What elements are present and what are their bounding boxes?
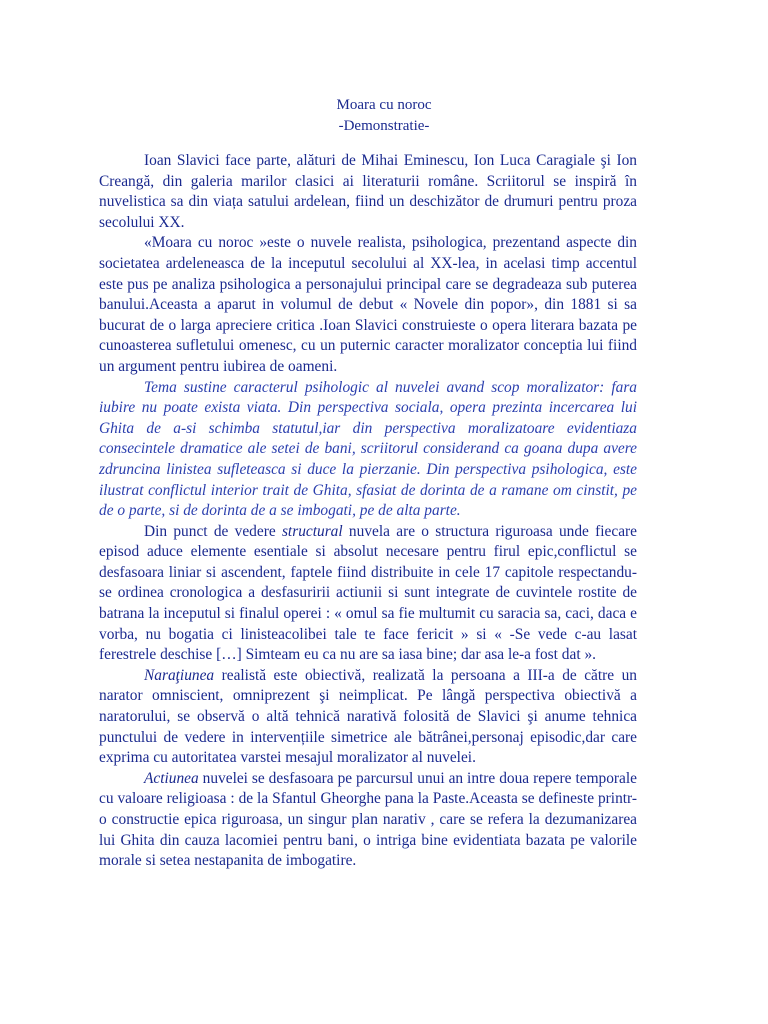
document-body — [99, 151, 637, 872]
paragraph-structure-pre: Din punct de vedere — [144, 522, 282, 540]
paragraph-narration — [99, 666, 637, 769]
paragraph-narration-emphasis: Naraţiunea — [144, 666, 215, 684]
document-subtitle: -Demonstratie- — [338, 118, 430, 134]
paragraph-intro: Ioan Slavici face parte, alături de Mihai Eminescu, Ion Luca Caragiale şi Ion Creangă, din galeria marilor clasici ai literaturii române. Scriitorul se inspiră în nuvelistica sa din viața satului ardelean, fiind un deschizător de drumuri pentru proza secolului XX. — [99, 152, 637, 231]
title-block — [0, 95, 768, 137]
paragraph-theme: Tema sustine caracterul psihologic al nuvelei avand scop moralizator: fara iubire nu poate exista viata. Din perspectiva sociala, opera prezinta incercarea lui Ghita de a-si schimba statutul,iar din perspectiva moralizatoare evidentiaza consecintele dramatice ale setei de bani, scriitorul considerand ca goana dupa avere zdruncina linistea sufleteasca si duce la pierzanie. Din perspectiva psihologica, este ilustrat conflictul interior trait de Ghita, sfasiat de dorinta de a ramane om cinstit, pe de o parte, si de dorinta de a se imbogati, pe de alta parte. — [99, 378, 637, 520]
paragraph-structure-post: nuvela are o structura riguroasa unde fiecare episod aduce elemente esentiale si absolut necesare pentru firul epic,conflictul se desfasoara liniar si ascendent, faptele fiind distribuite in cele 17 capitole respectandu-se ordinea cronologica a desfasuririi actiunii si sunt integrate de cuvintele rostite de batrana la inceputul si finalul operei : « omul sa fie multumit cu saracia sa, caci, daca e vorba, nu bogatia ci linisteacolibei tale te face fericit » si « -Se vede c-au lasat ferestrele deschise […] Simteam eu ca nu are sa iasa bine; dar asa le-a fost dat ». — [99, 522, 637, 664]
paragraph-structure — [99, 522, 637, 666]
paragraph-action — [99, 769, 637, 872]
paragraph-narration-post: realistă este obiectivă, realizată la persoana a III-a de către un narator omniscient, omniprezent şi neimplicat. Pe lângă perspectiva obiectivă a naratorului, se observă o altă tehnică narativă folosită de Slavici şi anume tehnica punctului de vedere in intervențiile simetrice ale bătrânei,personaj episodic,dar care exprima cu autoritatea varstei mesajul moralizator al nuvelei. — [99, 666, 637, 767]
document-title: Moara cu noroc — [336, 97, 432, 113]
paragraph-structure-emphasis: structural — [281, 522, 343, 540]
paragraph-novel: «Moara cu noroc »este o nuvele realista, psihologica, prezentand aspecte din societatea ardeleneasca de la inceputul secolului al XX-lea, in acelasi timp accentul este pus pe analiza psihologica a personajului principal care se degradeaza sub puterea banului.Aceasta a aparut in volumul de debut « Novele din popor», din 1881 si sa bucurat de o larga apreciere critica .Ioan Slavici construieste o opera literara bazata pe cunoasterea sufletului omenesc, cu un puternic caracter moralizator conceptia lui fiind un argument pentru iubirea de oameni. — [99, 234, 637, 375]
paragraph-action-emphasis: Actiunea — [144, 769, 199, 787]
paragraph-action-post: nuvelei se desfasoara pe parcursul unui an intre doua repere temporale cu valoare religioasa : de la Sfantul Gheorghe pana la Paste.Aceasta se defineste printr-o constructie epica riguroasa, un singur plan narativ , care se refera la dezumanizarea lui Ghita din cauza lacomiei pentru bani, o intriga bine evidentiata bazata pe valorile morale si setea nestapanita de imbogatire. — [99, 769, 637, 870]
